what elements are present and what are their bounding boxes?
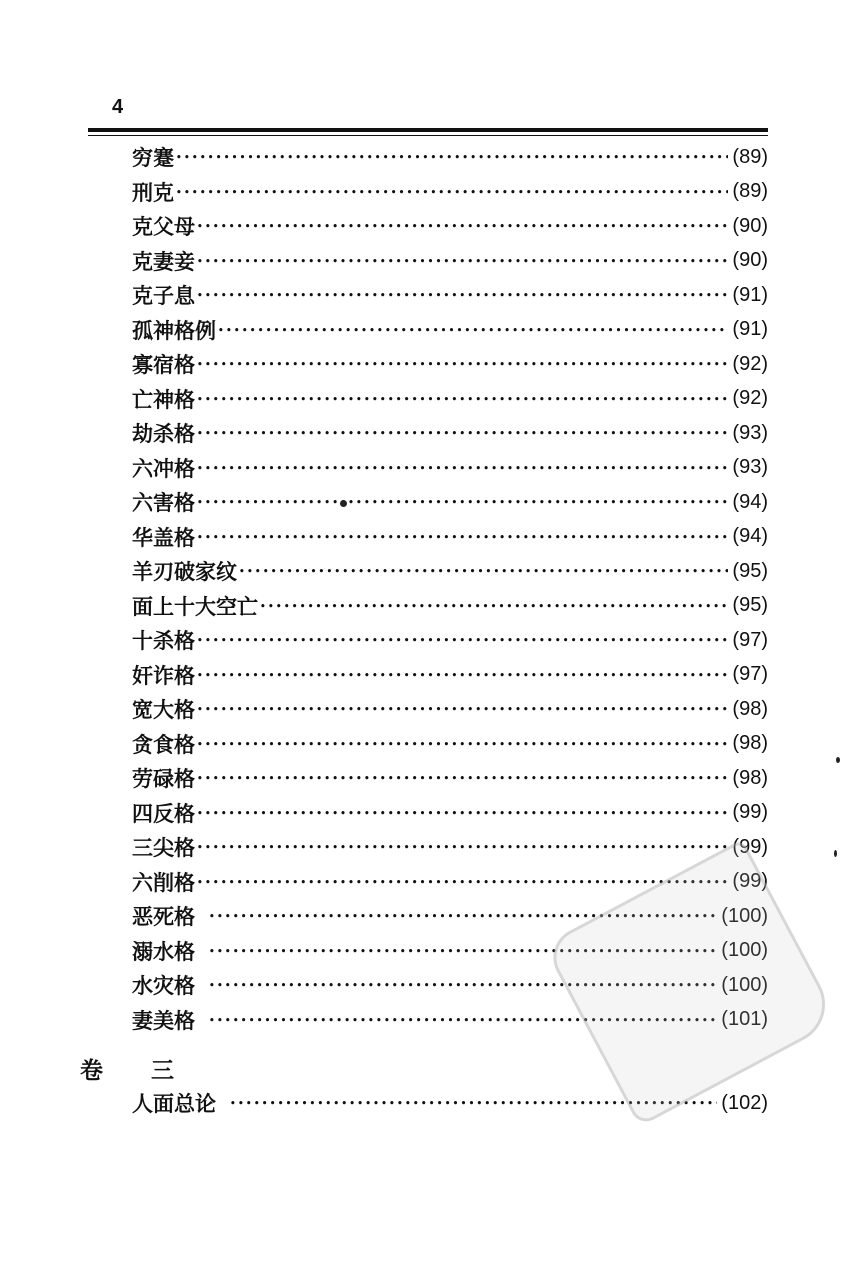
toc-entry-page: (93) xyxy=(732,421,768,444)
toc-entry-title: 六害格 xyxy=(132,490,195,516)
toc-entry-page: (99) xyxy=(732,835,768,858)
dot-leader xyxy=(176,182,728,198)
dot-leader xyxy=(197,803,728,819)
dot-leader xyxy=(176,147,728,163)
toc-entry xyxy=(132,313,768,348)
dot-leader xyxy=(197,458,728,474)
toc-entry-page: (99) xyxy=(732,870,768,893)
toc-entry xyxy=(132,347,768,382)
header-rule-thick xyxy=(88,128,768,132)
toc-entry xyxy=(132,278,768,313)
toc-entry-title: 人面总论 xyxy=(132,1091,216,1117)
dot-leader xyxy=(197,872,728,888)
toc-entry-title: 劳碌格 xyxy=(132,766,195,792)
dot-leader xyxy=(218,320,728,336)
dot-leader xyxy=(239,561,728,577)
ink-speck xyxy=(836,757,840,763)
toc-entry-page: (91) xyxy=(732,283,768,306)
toc-entry-title: 十杀格 xyxy=(132,628,195,654)
toc-entry-title: 六冲格 xyxy=(132,455,195,481)
dot-leader xyxy=(197,665,728,681)
toc-entry-page: (91) xyxy=(732,318,768,341)
dot-leader xyxy=(197,423,728,439)
toc-entry xyxy=(132,796,768,831)
dot-leader xyxy=(197,734,728,750)
toc-entry-page: (95) xyxy=(732,594,768,617)
dot-leader xyxy=(197,216,728,232)
toc-entry xyxy=(132,761,768,796)
section-heading: 卷 三 xyxy=(80,1057,195,1084)
header-rule-thin xyxy=(88,135,768,136)
dot-leader xyxy=(197,354,728,370)
toc-entry-page: (92) xyxy=(732,352,768,375)
toc-entry-title: 穷蹇 xyxy=(132,145,174,171)
toc-entry xyxy=(132,830,768,865)
toc-entry xyxy=(132,175,768,210)
dot-leader xyxy=(197,630,728,646)
dot-leader xyxy=(197,285,728,301)
toc-entry-title: 宽大格 xyxy=(132,697,195,723)
toc-entry xyxy=(132,416,768,451)
toc-entry-title: 妻美格 xyxy=(132,1007,195,1033)
dot-leader xyxy=(197,837,728,853)
toc-entry xyxy=(132,589,768,624)
toc-entry-title: 面上十大空亡 xyxy=(132,593,258,619)
toc-entry-title: 刑克 xyxy=(132,179,174,205)
toc-entry-title: 克父母 xyxy=(132,214,195,240)
toc-entry-title: 亡神格 xyxy=(132,386,195,412)
toc-entry xyxy=(132,554,768,589)
toc-entry-title: 六削格 xyxy=(132,869,195,895)
toc-entry xyxy=(132,485,768,520)
toc-entry xyxy=(132,520,768,555)
toc-entry-title: 克子息 xyxy=(132,283,195,309)
toc-entry-page: (98) xyxy=(732,697,768,720)
toc-entry-title: 克妻妾 xyxy=(132,248,195,274)
toc-entry-page: (90) xyxy=(732,249,768,272)
toc-entry xyxy=(132,140,768,175)
toc-entry-page: (98) xyxy=(732,766,768,789)
toc-entry-page: (95) xyxy=(732,559,768,582)
toc-entry-title: 四反格 xyxy=(132,800,195,826)
toc-entry-page: (89) xyxy=(732,180,768,203)
toc-entry-title: 华盖格 xyxy=(132,524,195,550)
dot-leader xyxy=(197,251,728,267)
toc-entry xyxy=(132,244,768,279)
toc-entry-title: 羊刃破家纹 xyxy=(132,559,237,585)
toc-entry-title: 恶死格 xyxy=(132,904,195,930)
toc-entry-title: 劫杀格 xyxy=(132,421,195,447)
dot-leader xyxy=(197,389,728,405)
page-number: 4 xyxy=(112,96,124,118)
toc-entry-title: 水灾格 xyxy=(132,973,195,999)
toc-entry-page: (92) xyxy=(732,387,768,410)
toc-entry-page: (94) xyxy=(732,525,768,548)
toc-entry xyxy=(132,382,768,417)
ink-speck xyxy=(340,500,347,507)
toc-entry-page: (90) xyxy=(732,214,768,237)
toc-entry-page: (97) xyxy=(732,663,768,686)
toc-entry-page: (97) xyxy=(732,628,768,651)
toc-entry-page: (100) xyxy=(721,973,768,996)
toc-entry-title: 三尖格 xyxy=(132,835,195,861)
toc-entry-title: 孤神格例 xyxy=(132,317,216,343)
toc-entry-page: (99) xyxy=(732,801,768,824)
toc-entry-page: (93) xyxy=(732,456,768,479)
toc-entry-page: (98) xyxy=(732,732,768,755)
toc-entry xyxy=(132,658,768,693)
toc-entry xyxy=(132,727,768,762)
toc-entry xyxy=(132,692,768,727)
toc-entry-page: (100) xyxy=(721,904,768,927)
toc-entry-title: 寡宿格 xyxy=(132,352,195,378)
toc-entry-title: 贪食格 xyxy=(132,731,195,757)
toc-entry-title: 溺水格 xyxy=(132,938,195,964)
ink-speck xyxy=(834,850,837,857)
toc-entry xyxy=(132,451,768,486)
toc-entry-page: (101) xyxy=(721,1008,768,1031)
dot-leader xyxy=(197,527,728,543)
dot-leader xyxy=(197,492,728,508)
dot-leader xyxy=(260,596,728,612)
toc-entry-page: (100) xyxy=(721,939,768,962)
toc-entry-page: (89) xyxy=(732,145,768,168)
dot-leader xyxy=(197,699,728,715)
toc-entry-page: (94) xyxy=(732,490,768,513)
toc-entry-title: 奸诈格 xyxy=(132,662,195,688)
toc-entry xyxy=(132,209,768,244)
toc-entry-page: (102) xyxy=(721,1091,768,1114)
dot-leader xyxy=(197,768,728,784)
toc-entry xyxy=(132,623,768,658)
